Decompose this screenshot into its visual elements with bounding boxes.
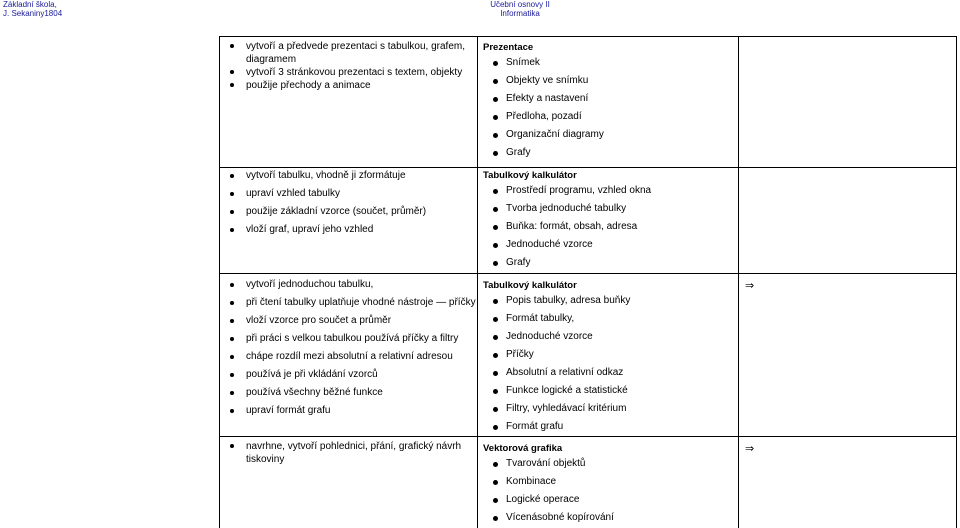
topic-item: Jednoduché vzorce bbox=[483, 236, 737, 254]
topic-item: Kombinace bbox=[483, 473, 737, 491]
bullet-icon bbox=[493, 353, 498, 358]
topic-item: Organizační diagramy bbox=[483, 126, 737, 144]
bullet-icon bbox=[230, 337, 234, 341]
outputs-cell bbox=[220, 167, 476, 239]
topic-item: Filtry, vyhledávací kritérium bbox=[483, 400, 737, 418]
topic-item: Příčky bbox=[483, 346, 737, 364]
right-arrow-icon: ⇒ bbox=[745, 443, 755, 455]
bullet-icon bbox=[230, 228, 234, 232]
outputs-cell bbox=[220, 440, 476, 466]
topic-item: Objekty ve snímku bbox=[483, 72, 737, 90]
bullet-icon bbox=[493, 151, 498, 156]
bullet-icon bbox=[493, 389, 498, 394]
bullet-icon bbox=[230, 444, 234, 448]
outcome-item: upraví vzhled tabulky bbox=[220, 185, 476, 203]
bullet-icon bbox=[230, 210, 234, 214]
topic-item: Formát tabulky, bbox=[483, 310, 737, 328]
school-address: J. Sekaniny1804 bbox=[3, 9, 63, 18]
bullet-icon bbox=[493, 425, 498, 430]
bullet-icon bbox=[493, 407, 498, 412]
bullet-icon bbox=[493, 61, 498, 66]
outcome-item: vytvoří 3 stránkovou prezentaci s textem, objekty bbox=[220, 66, 476, 79]
bullet-icon bbox=[493, 317, 498, 322]
topic-item: Popis tabulky, adresa buňky bbox=[483, 292, 737, 310]
right-arrow-icon: ⇒ bbox=[745, 280, 755, 292]
topic-item: Jednoduché vzorce bbox=[483, 328, 737, 346]
bullet-icon bbox=[230, 174, 234, 178]
topic-title: Tabulkový kalkulátor bbox=[483, 280, 577, 291]
bullet-icon bbox=[493, 498, 498, 503]
bullet-icon bbox=[230, 373, 234, 377]
outcome-item: vytvoří tabulku, vhodně ji zformátuje bbox=[220, 167, 476, 185]
topic-item: Tvarování objektů bbox=[483, 455, 737, 473]
topic-title: Prezentace bbox=[483, 42, 534, 53]
topic-item: Buňka: formát, obsah, adresa bbox=[483, 218, 737, 236]
bullet-icon bbox=[493, 225, 498, 230]
bullet-icon bbox=[493, 480, 498, 485]
outcome-item: navrhne, vytvoří pohlednici, přání, grafický návrh tiskoviny bbox=[220, 440, 476, 466]
bullet-icon bbox=[493, 189, 498, 194]
outputs-cell bbox=[220, 276, 476, 420]
bullet-icon bbox=[493, 115, 498, 120]
document-header bbox=[470, 0, 570, 18]
outcome-item: při čtení tabulky uplatňuje vhodné nástroje — příčky bbox=[220, 294, 476, 312]
topics-cell bbox=[483, 170, 737, 272]
bullet-icon bbox=[493, 133, 498, 138]
bullet-icon bbox=[230, 44, 234, 48]
bullet-icon bbox=[230, 83, 234, 87]
bullet-icon bbox=[230, 391, 234, 395]
topic-item: Logické operace bbox=[483, 491, 737, 509]
topic-item: Grafy bbox=[483, 144, 737, 162]
outcome-item: vloží graf, upraví jeho vzhled bbox=[220, 221, 476, 239]
topic-title: Tabulkový kalkulátor bbox=[483, 170, 577, 181]
outcome-item: upraví formát grafu bbox=[220, 402, 476, 420]
outcome-item: použije základní vzorce (součet, průměr) bbox=[220, 203, 476, 221]
topic-item: Efekty a nastavení bbox=[483, 90, 737, 108]
bullet-icon bbox=[230, 319, 234, 323]
topic-item: Grafy bbox=[483, 254, 737, 272]
bullet-icon bbox=[230, 409, 234, 413]
outcome-item: vytvoří jednoduchou tabulku, bbox=[220, 276, 476, 294]
bullet-icon bbox=[230, 192, 234, 196]
school-header bbox=[3, 0, 62, 18]
column-divider-1 bbox=[477, 36, 478, 528]
bullet-icon bbox=[493, 516, 498, 521]
bullet-icon bbox=[493, 299, 498, 304]
bullet-icon bbox=[230, 70, 234, 74]
outcome-item: vytvoří a předvede prezentaci s tabulkou, grafem, diagramem bbox=[220, 40, 476, 66]
subject-name: Informatika bbox=[500, 9, 540, 18]
topics-cell bbox=[483, 443, 737, 527]
column-divider-2 bbox=[738, 36, 739, 528]
bullet-icon bbox=[230, 355, 234, 359]
outcome-item: chápe rozdíl mezi absolutní a relativní adresou bbox=[220, 348, 476, 366]
outcome-item: při práci s velkou tabulkou používá příčky a filtry bbox=[220, 330, 476, 348]
topic-item: Předloha, pozadí bbox=[483, 108, 737, 126]
outcome-item: použije přechody a animace bbox=[220, 79, 476, 92]
outputs-cell bbox=[220, 40, 476, 92]
topic-item: Formát grafu bbox=[483, 418, 737, 436]
topic-title: Vektorová grafika bbox=[483, 443, 563, 454]
outcome-item: vloží vzorce pro součet a průměr bbox=[220, 312, 476, 330]
bullet-icon bbox=[230, 301, 234, 305]
topic-item: Prostředí programu, vzhled okna bbox=[483, 182, 737, 200]
row-divider-2 bbox=[219, 273, 957, 274]
outcome-item: používá je při vkládání vzorců bbox=[220, 366, 476, 384]
bullet-icon bbox=[493, 207, 498, 212]
topic-item: Funkce logické a statistické bbox=[483, 382, 737, 400]
bullet-icon bbox=[230, 283, 234, 287]
bullet-icon bbox=[493, 371, 498, 376]
school-name: Základní škola, bbox=[3, 0, 57, 9]
topic-item: Vícenásobné kopírování bbox=[483, 509, 737, 527]
bullet-icon bbox=[493, 97, 498, 102]
topic-item: Tvorba jednoduché tabulky bbox=[483, 200, 737, 218]
topic-item: Absolutní a relativní odkaz bbox=[483, 364, 737, 382]
bullet-icon bbox=[493, 79, 498, 84]
bullet-icon bbox=[493, 243, 498, 248]
row-divider-3 bbox=[219, 436, 957, 437]
bullet-icon bbox=[493, 462, 498, 467]
bullet-icon bbox=[493, 261, 498, 266]
topic-item: Snímek bbox=[483, 54, 737, 72]
outcome-item: používá všechny běžné funkce bbox=[220, 384, 476, 402]
document-title: Učební osnovy II bbox=[490, 0, 550, 9]
topics-cell bbox=[483, 42, 737, 162]
bullet-icon bbox=[493, 335, 498, 340]
topics-cell bbox=[483, 280, 737, 436]
